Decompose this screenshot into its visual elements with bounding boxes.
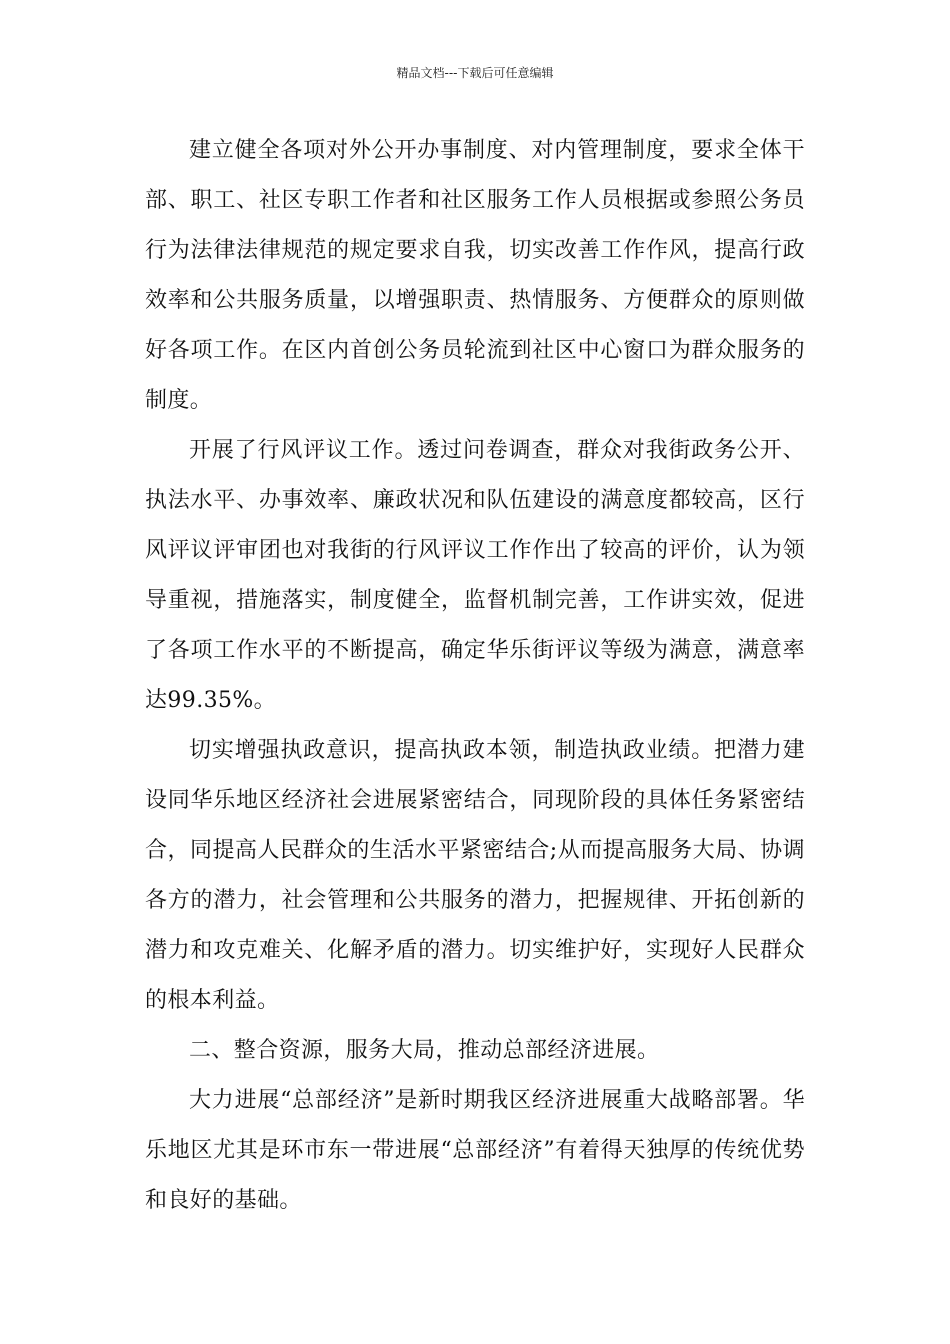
paragraph-1: 建立健全各项对外公开办事制度、对内管理制度，要求全体干部、职工、社区专职工作者和社区服务工作人员根据或参照公务员行为法律法律规范的规定要求自我，切实改善工作作风，提高行政效率和公共服务质量，以增强职责、热情服务、方便群众的原则做好各项工作。在区内首创公务员轮流到社区中心窗口为群众服务的制度。 — [145, 138, 805, 413]
paragraph-3: 切实增强执政意识，提高执政本领，制造执政业绩。把潜力建设同华乐地区经济社会进展紧密结合，同现阶段的具体任务紧密结合，同提高人民群众的生活水平紧密结合;从而提高服务大局、协调各方的潜力，社会管理和公共服务的潜力，把握规律、开拓创新的潜力和攻克难关、化解矛盾的潜力。切实维护好，实现好人民群众的根本利益。 — [145, 738, 805, 1013]
section-heading: 二、整合资源，服务大局，推动总部经济进展。 — [189, 1038, 660, 1063]
paragraph-2: 开展了行风评议工作。透过问卷调查，群众对我街政务公开、执法水平、办事效率、廉政状况和队伍建设的满意度都较高，区行风评议评审团也对我街的行风评议工作作出了较高的评价，认为领导重视，措施落实，制度健全，监督机制完善，工作讲实效，促进了各项工作水平的不断提高，确定华乐街评议等级为满意，满意率达99.35%。 — [145, 438, 805, 713]
paragraph-4: 大力进展“总部经济”是新时期我区经济进展重大战略部署。华乐地区尤其是环市东一带进展“总部经济”有着得天独厚的传统优势和良好的基础。 — [145, 1088, 805, 1213]
page-header: 精品文档---下载后可任意编辑 — [396, 66, 554, 80]
document-body — [145, 126, 805, 1226]
